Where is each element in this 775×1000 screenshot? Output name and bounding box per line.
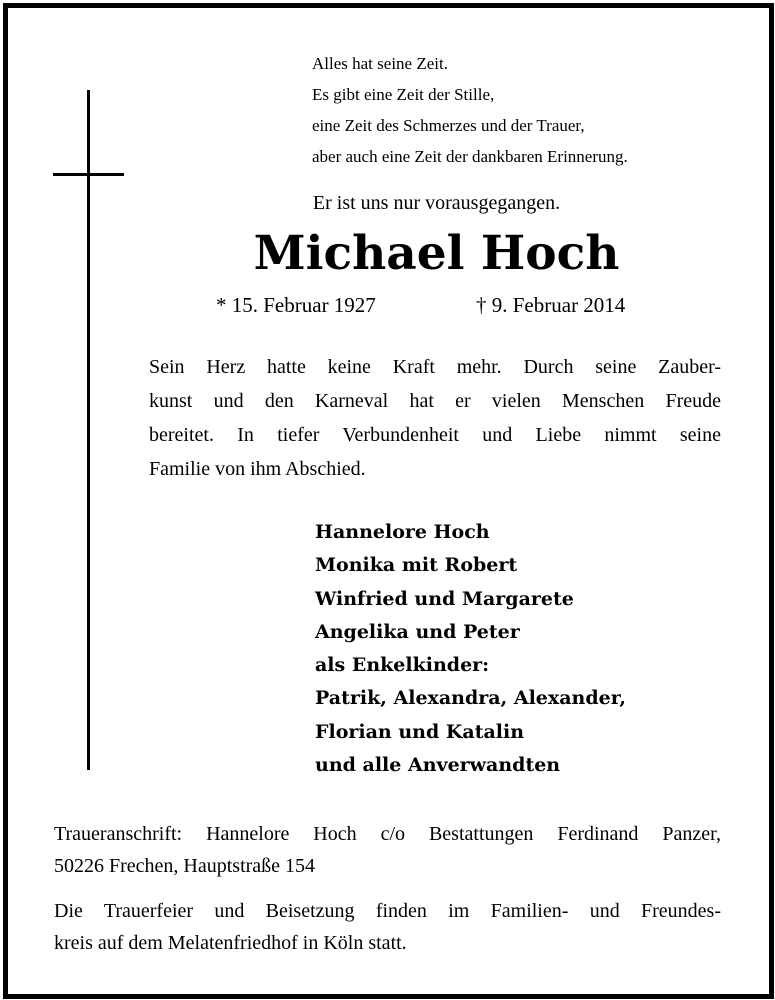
- mourner-item: Angelika und Peter: [315, 620, 520, 643]
- message-line: Familie von ihm Abschied.: [149, 458, 366, 480]
- mourning-address: [54, 818, 721, 882]
- mourner-item: Patrik, Alexandra, Alexander,: [315, 687, 626, 710]
- deceased-name: Michael Hoch: [253, 226, 620, 281]
- poem-line: Es gibt eine Zeit der Stille,: [312, 85, 495, 104]
- ceremony-line: kreis auf dem Melatenfriedhof in Köln statt.: [54, 932, 407, 954]
- mourner-item: Monika mit Robert: [315, 554, 518, 577]
- address-line: 50226 Frechen, Hauptstraße 154: [54, 855, 316, 877]
- message-line: bereitet. In tiefer Verbundenheit und Liebe nimmt seine: [149, 424, 721, 446]
- birth-date: * 15. Februar 1927: [216, 293, 376, 317]
- poem-line: Alles hat seine Zeit.: [312, 54, 448, 73]
- poem-line: eine Zeit des Schmerzes und der Trauer,: [312, 116, 585, 135]
- ceremony-line: Die Trauerfeier und Beisetzung finden im Familien- und Freundes-: [54, 900, 721, 922]
- mourner-item: als Enkelkinder:: [315, 654, 490, 677]
- mourners-list: [315, 516, 626, 782]
- mourner-item: Winfried und Margarete: [315, 587, 574, 610]
- message-line: Sein Herz hatte keine Kraft mehr. Durch seine Zauber-: [149, 356, 721, 378]
- obituary-message: [149, 350, 721, 486]
- ceremony-notice: [54, 895, 721, 959]
- intro-text: Er ist uns nur vorausgegangen.: [312, 192, 561, 214]
- mourner-item: Hannelore Hoch: [315, 521, 490, 543]
- poem: [312, 48, 628, 172]
- message-line: kunst und den Karneval hat er vielen Menschen Freude: [149, 390, 721, 412]
- mourner-item: und alle Anverwandten: [315, 754, 561, 777]
- death-date: † 9. Februar 2014: [476, 293, 626, 317]
- address-line: Traueranschrift: Hannelore Hoch c/o Bestattungen Ferdinand Panzer,: [54, 823, 721, 845]
- poem-line: aber auch eine Zeit der dankbaren Erinnerung.: [312, 147, 628, 166]
- cross-icon-horizontal: [53, 173, 124, 176]
- mourner-item: Florian und Katalin: [315, 720, 525, 743]
